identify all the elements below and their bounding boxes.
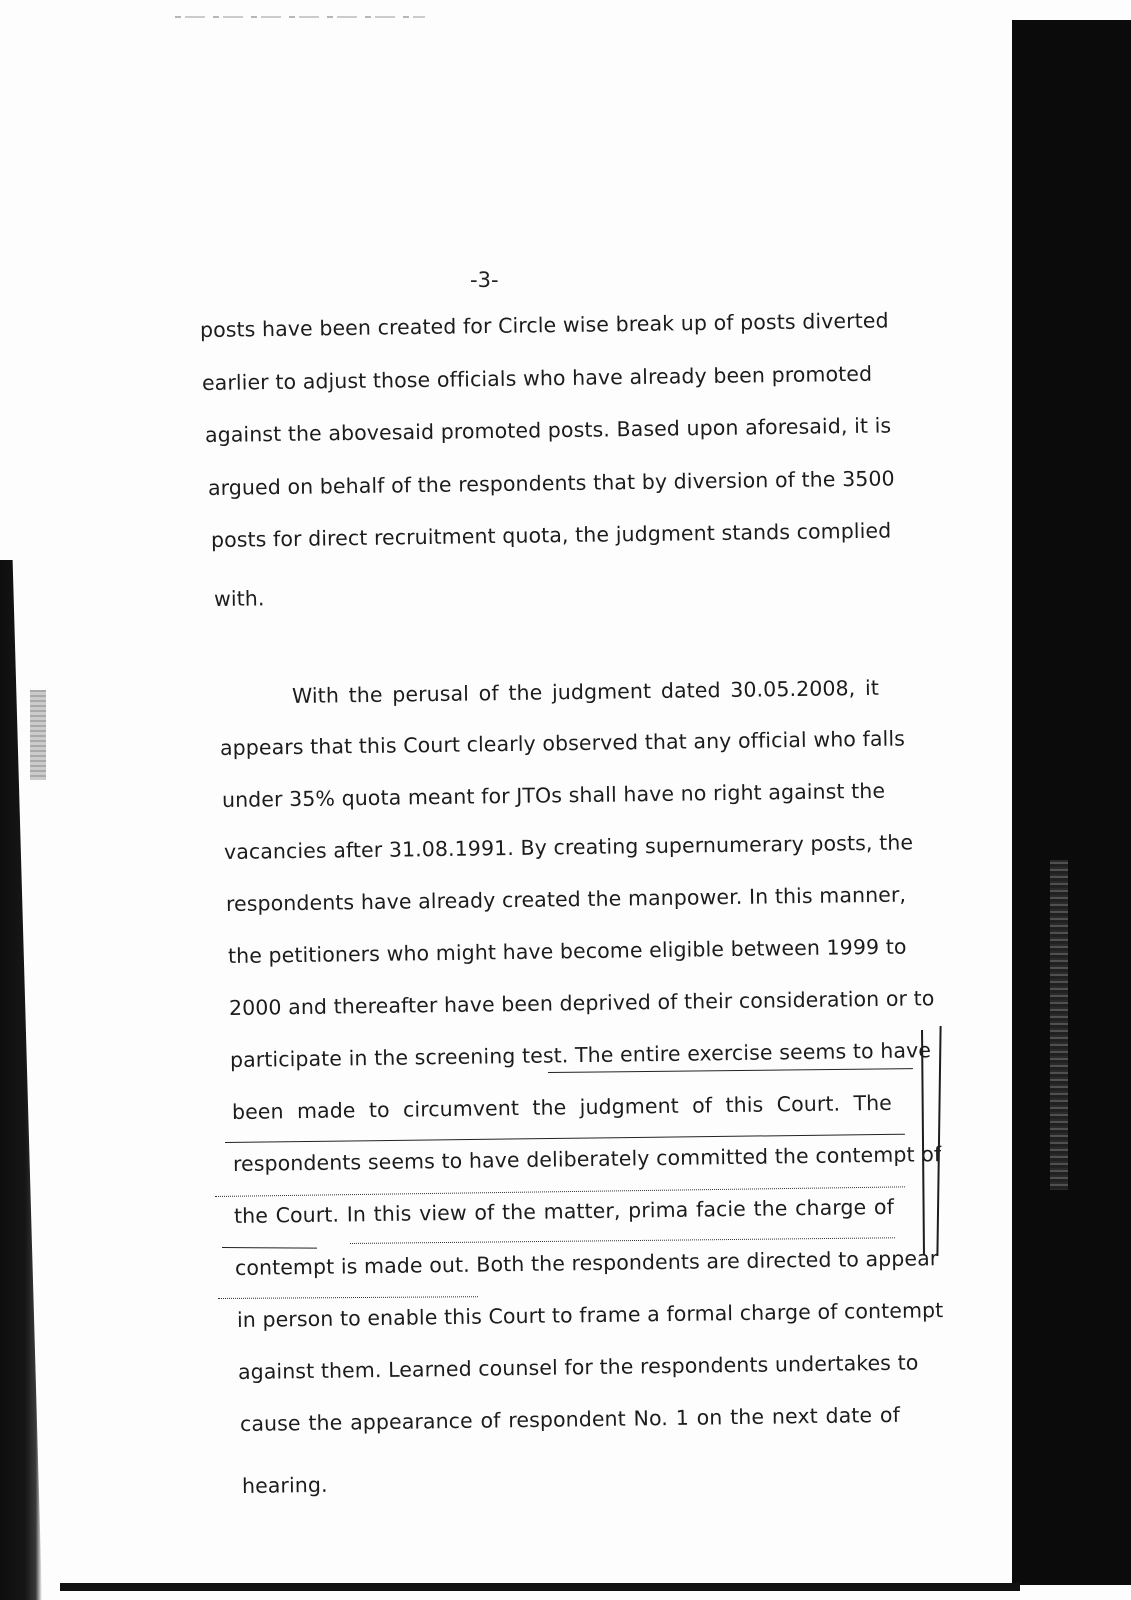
text-line: been made to circumvent the judgment of this Court. The <box>231 1090 893 1124</box>
text-line: posts for direct recruitment quota, the judgment stands complied <box>210 518 892 552</box>
text-line: contempt is made out. Both the respondents are directed to appear <box>234 1246 939 1280</box>
text-line: the Court. In this view of the matter, prima facie the charge of <box>233 1194 895 1228</box>
text-line: argued on behalf of the respondents that by diversion of the 3500 <box>207 466 895 500</box>
text-line: appears that this Court clearly observed that any official who falls <box>219 726 906 760</box>
text-line: posts have been created for Circle wise break up of posts diverted <box>199 308 889 342</box>
text-line: under 35% quota meant for JTOs shall have no right against the <box>221 778 886 812</box>
scan-border-bottom <box>60 1583 1020 1591</box>
scan-border-right <box>1012 20 1131 1585</box>
pen-underline <box>350 1237 895 1244</box>
text-line: with. <box>213 586 265 611</box>
text-line: respondents have already created the manpower. In this manner, <box>225 882 907 916</box>
margin-mark <box>936 1026 941 1256</box>
scan-artifact-top <box>175 16 425 18</box>
text-line: 2000 and thereafter have been deprived of their consideration or to <box>228 986 935 1020</box>
page-number: -3- <box>470 268 499 292</box>
text-line: participate in the screening test. The entire exercise seems to have <box>229 1038 932 1072</box>
text-line: against the abovesaid promoted posts. Based upon aforesaid, it is <box>204 413 892 447</box>
text-line: vacancies after 31.08.1991. By creating supernumerary posts, the <box>223 830 914 864</box>
pen-underline <box>225 1134 905 1143</box>
scan-artifact-left-grain <box>30 690 46 780</box>
text-line: With the perusal of the judgment dated 30.05.2008, it <box>291 675 880 708</box>
text-line: cause the appearance of respondent No. 1 on the next date of <box>239 1402 901 1436</box>
text-line: in person to enable this Court to frame a formal charge of contempt <box>236 1298 944 1332</box>
text-line: against them. Learned counsel for the respondents undertakes to <box>237 1350 919 1384</box>
text-line: the petitioners who might have become eligible between 1999 to <box>227 934 907 968</box>
pen-underline <box>218 1296 478 1299</box>
pen-underline <box>548 1068 913 1073</box>
pen-underline <box>222 1247 317 1249</box>
scan-artifact-right-grain <box>1050 860 1068 1190</box>
text-line: respondents seems to have deliberately committed the contempt of <box>232 1142 942 1176</box>
text-line: earlier to adjust those officials who have already been promoted <box>201 361 873 395</box>
text-line: hearing. <box>241 1472 328 1498</box>
